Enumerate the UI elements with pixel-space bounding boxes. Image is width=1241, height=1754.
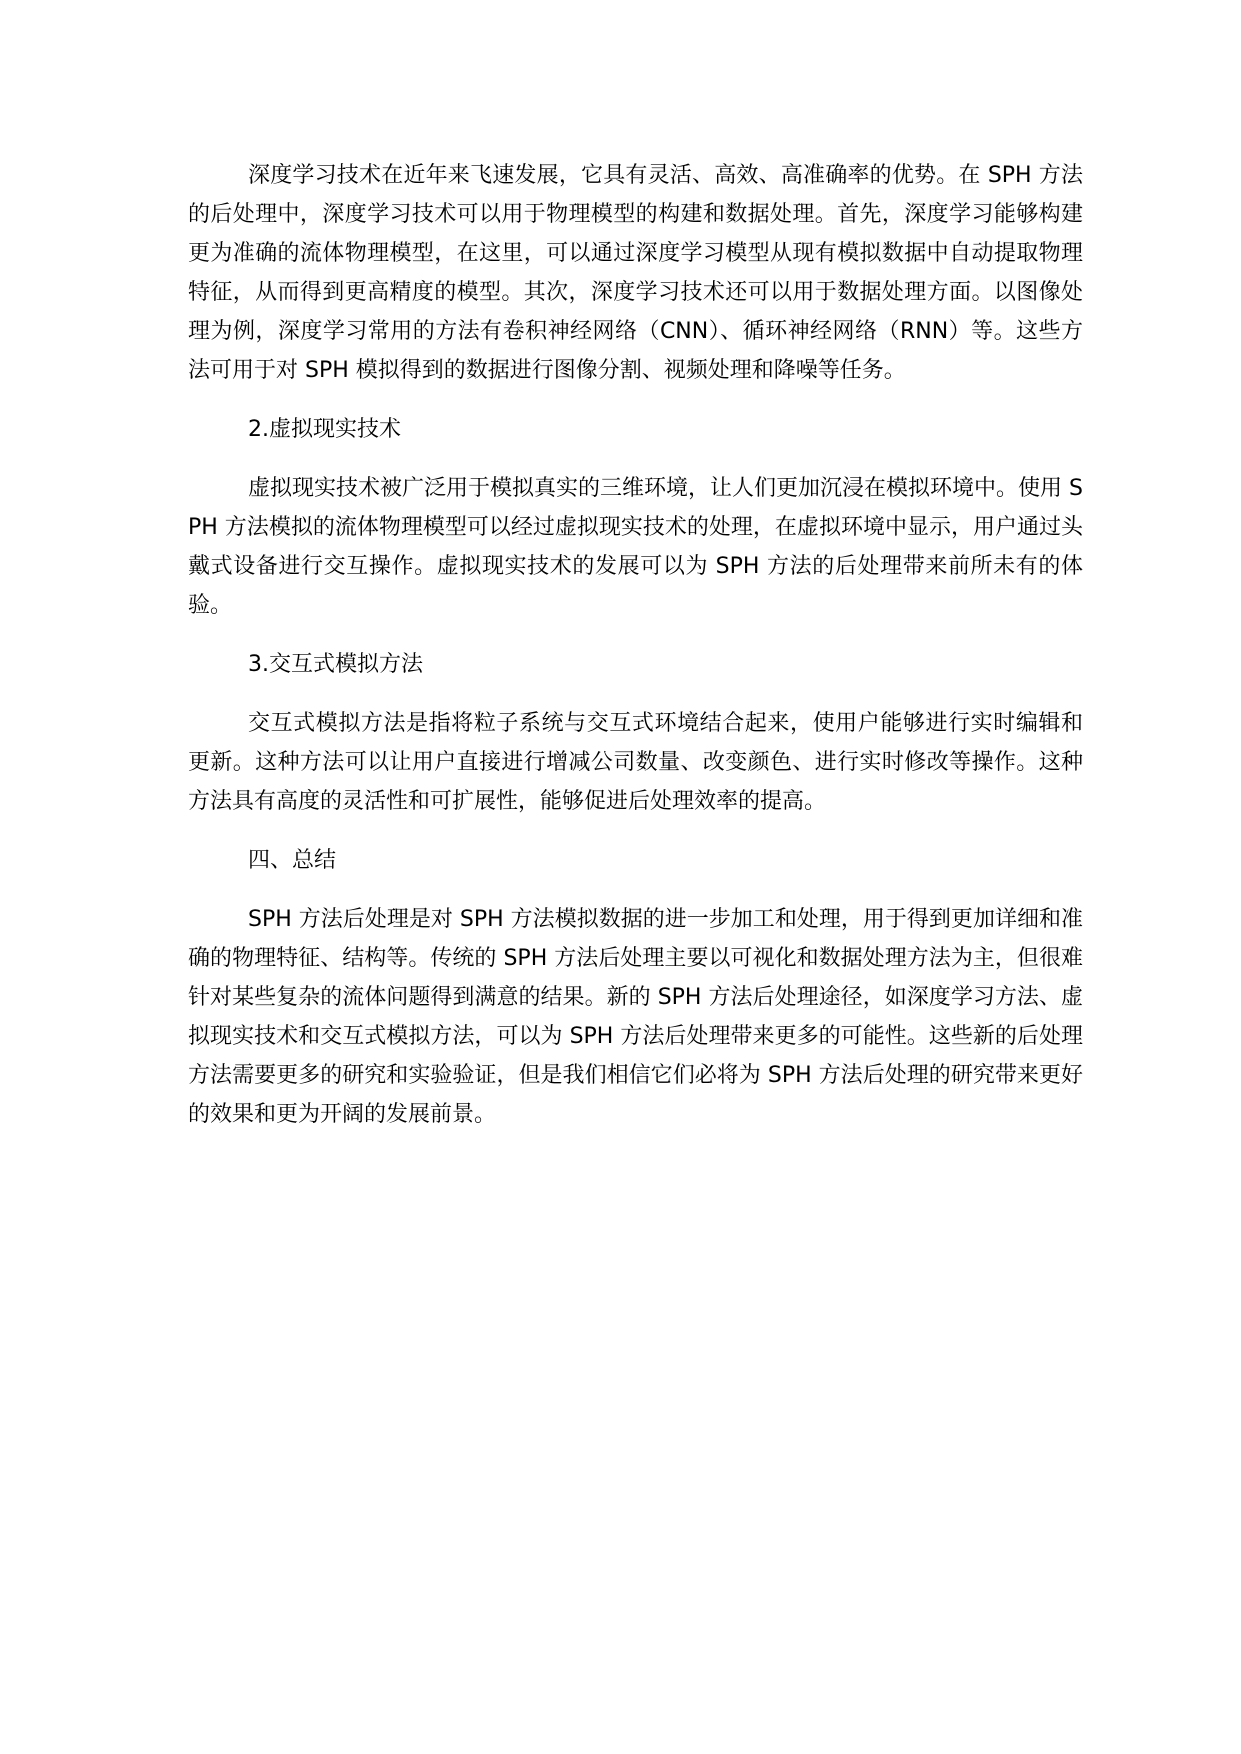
section-heading-summary: 四、总结 — [248, 848, 337, 873]
document-page — [188, 156, 1083, 1134]
section-heading-interactive-simulation: 3.交互式模拟方法 — [248, 652, 423, 677]
paragraph-summary: SPH 方法后处理是对 SPH 方法模拟数据的进一步加工和处理，用于得到更加详细和准确的物理特征、结构等。传统的 SPH 方法后处理主要以可视化和数据处理方法为主，但很难针对某些复杂的流体问题得到满意的结果。新的 SPH 方法后处理途径，如深度学习方法、虚拟现实技术和交互式模拟方法，可以为 SPH 方法后处理带来更多的可能性。这些新的后处理方法需要更多的研究和实验验证，但是我们相信它们必将为 SPH 方法后处理的研究带来更好的效果和更为开阔的发展前景。 — [188, 907, 1083, 1127]
paragraph-deep-learning: 深度学习技术在近年来飞速发展，它具有灵活、高效、高准确率的优势。在 SPH 方法的后处理中，深度学习技术可以用于物理模型的构建和数据处理。首先，深度学习能够构建更为准确的流体物理模型，在这里，可以通过深度学习模型从现有模拟数据中自动提取物理特征，从而得到更高精度的模型。其次，深度学习技术还可以用于数据处理方面。以图像处理为例，深度学习常用的方法有卷积神经网络（CNN）、循环神经网络（RNN）等。这些方法可用于对 SPH 模拟得到的数据进行图像分割、视频处理和降噪等任务。 — [188, 163, 1083, 383]
section-heading-virtual-reality: 2.虚拟现实技术 — [248, 417, 401, 442]
paragraph-interactive-simulation: 交互式模拟方法是指将粒子系统与交互式环境结合起来，使用户能够进行实时编辑和更新。这种方法可以让用户直接进行增减公司数量、改变颜色、进行实时修改等操作。这种方法具有高度的灵活性和可扩展性，能够促进后处理效率的提高。 — [188, 711, 1083, 814]
paragraph-virtual-reality: 虚拟现实技术被广泛用于模拟真实的三维环境，让人们更加沉浸在模拟环境中。使用 SPH 方法模拟的流体物理模型可以经过虚拟现实技术的处理，在虚拟环境中显示，用户通过头戴式设备进行交互操作。虚拟现实技术的发展可以为 SPH 方法的后处理带来前所未有的体验。 — [188, 476, 1083, 618]
